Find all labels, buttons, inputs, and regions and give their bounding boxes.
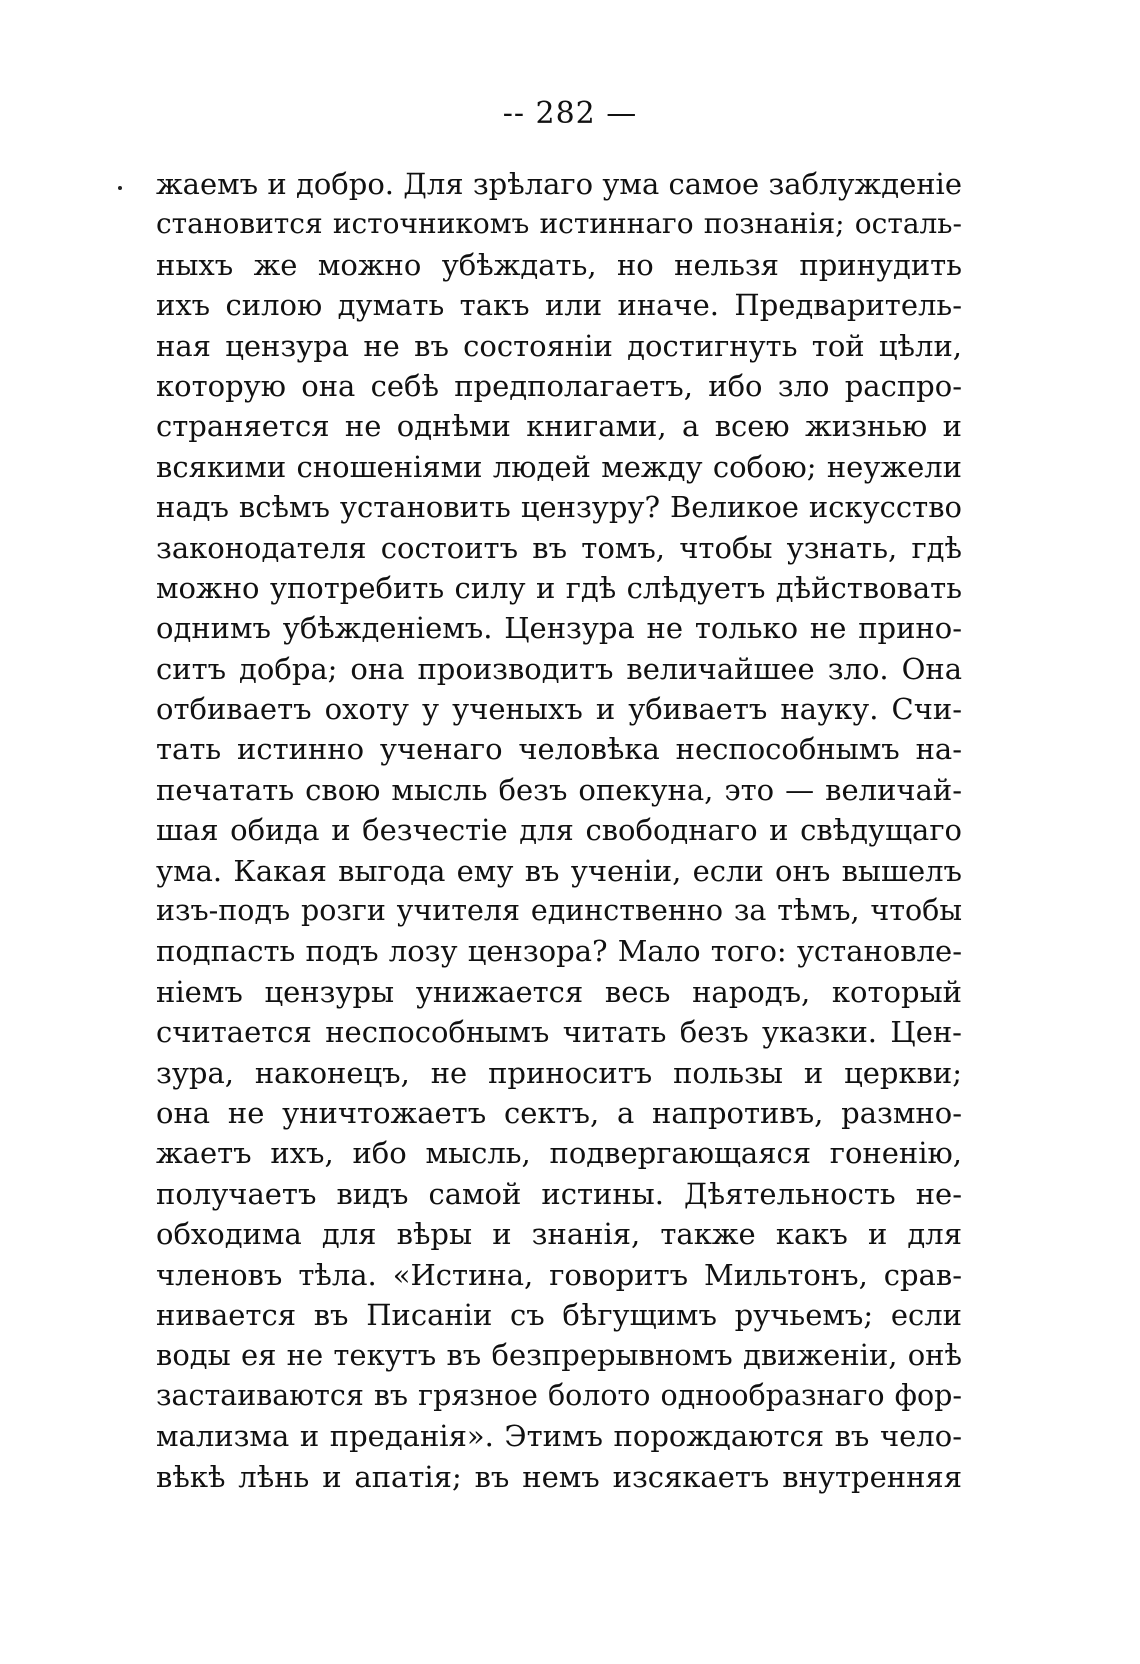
text-line: можно употребить силу и гдѣ слѣдуетъ дѣйствовать bbox=[156, 570, 962, 605]
text-line: зура, наконецъ, не приноситъ пользы и церкви; bbox=[156, 1055, 962, 1090]
text-line: тать истинно ученаго человѣка неспособнымъ на- bbox=[156, 732, 962, 767]
text-line: подпасть подъ лозу цензора? Мало того: установле- bbox=[156, 934, 962, 969]
text-line: мализма и преданія». Этимъ порождаются въ чело- bbox=[156, 1419, 962, 1454]
body-text bbox=[156, 164, 962, 1497]
text-line: ная цензура не въ состояніи достигнуть той цѣли, bbox=[156, 328, 962, 363]
text-line: ихъ силою думать такъ или иначе. Предваритель- bbox=[156, 288, 962, 323]
text-line: печатать свою мысль безъ опекуна, это — величай- bbox=[156, 772, 962, 807]
text-line: членовъ тѣла. «Истина, говоритъ Мильтонъ, срав- bbox=[156, 1257, 962, 1292]
text-line: однимъ убѣжденіемъ. Цензура не только не прино- bbox=[156, 611, 962, 646]
text-line: нивается въ Писаніи съ бѣгущимъ ручьемъ; если bbox=[156, 1297, 962, 1332]
text-line: жаемъ и добро. Для зрѣлаго ума самое заблужденіе bbox=[156, 167, 962, 201]
text-line: считается неспособнымъ читать безъ указки. Цен- bbox=[156, 1015, 962, 1050]
text-line: обходима для вѣры и знанія, также какъ и для bbox=[156, 1217, 962, 1252]
text-line: ныхъ же можно убѣждать, но нельзя принудить bbox=[156, 247, 962, 282]
text-line: отбиваетъ охоту у ученыхъ и убиваетъ науку. Счи- bbox=[156, 692, 962, 727]
text-line: законодателя состоитъ въ томъ, чтобы узнать, гдѣ bbox=[156, 530, 962, 565]
text-line: воды ея не текутъ въ безпрерывномъ движеніи, онѣ bbox=[156, 1338, 962, 1373]
text-line: вѣкѣ лѣнь и апатія; въ немъ изсякаетъ внутренняя bbox=[156, 1459, 962, 1494]
text-line: которую она себѣ предполагаетъ, ибо зло распро- bbox=[156, 368, 962, 403]
text-line: всякими сношеніями людей между собою; неужели bbox=[156, 449, 962, 484]
text-line: получаетъ видъ самой истины. Дѣятельность не- bbox=[156, 1176, 962, 1211]
text-line: страняется не однѣми книгами, а всею жизнью и bbox=[156, 409, 962, 444]
text-line: жаетъ ихъ, ибо мысль, подвергающаяся гоненію, bbox=[156, 1136, 962, 1171]
text-line: изъ-подъ розги учителя единственно за тѣмъ, чтобы bbox=[156, 894, 962, 928]
text-line: ума. Какая выгода ему въ ученіи, если онъ вышелъ bbox=[156, 853, 962, 888]
text-line: она не уничтожаетъ сектъ, а напротивъ, размно- bbox=[156, 1095, 962, 1130]
text-line: шая обида и безчестіе для свободнаго и свѣдущаго bbox=[156, 813, 962, 848]
text-line: надъ всѣмъ установить цензуру? Великое искусство bbox=[156, 490, 962, 525]
margin-dot bbox=[118, 186, 122, 190]
text-line: становится источникомъ истиннаго познанія; осталь- bbox=[156, 207, 962, 241]
text-line: застаиваются въ грязное болото однообразнаго фор- bbox=[156, 1378, 962, 1412]
text-line: ніемъ цензуры унижается весь народъ, который bbox=[156, 974, 962, 1009]
page-number: -- 282 — bbox=[502, 96, 638, 131]
text-line: ситъ добра; она производитъ величайшее зло. Она bbox=[156, 651, 962, 686]
